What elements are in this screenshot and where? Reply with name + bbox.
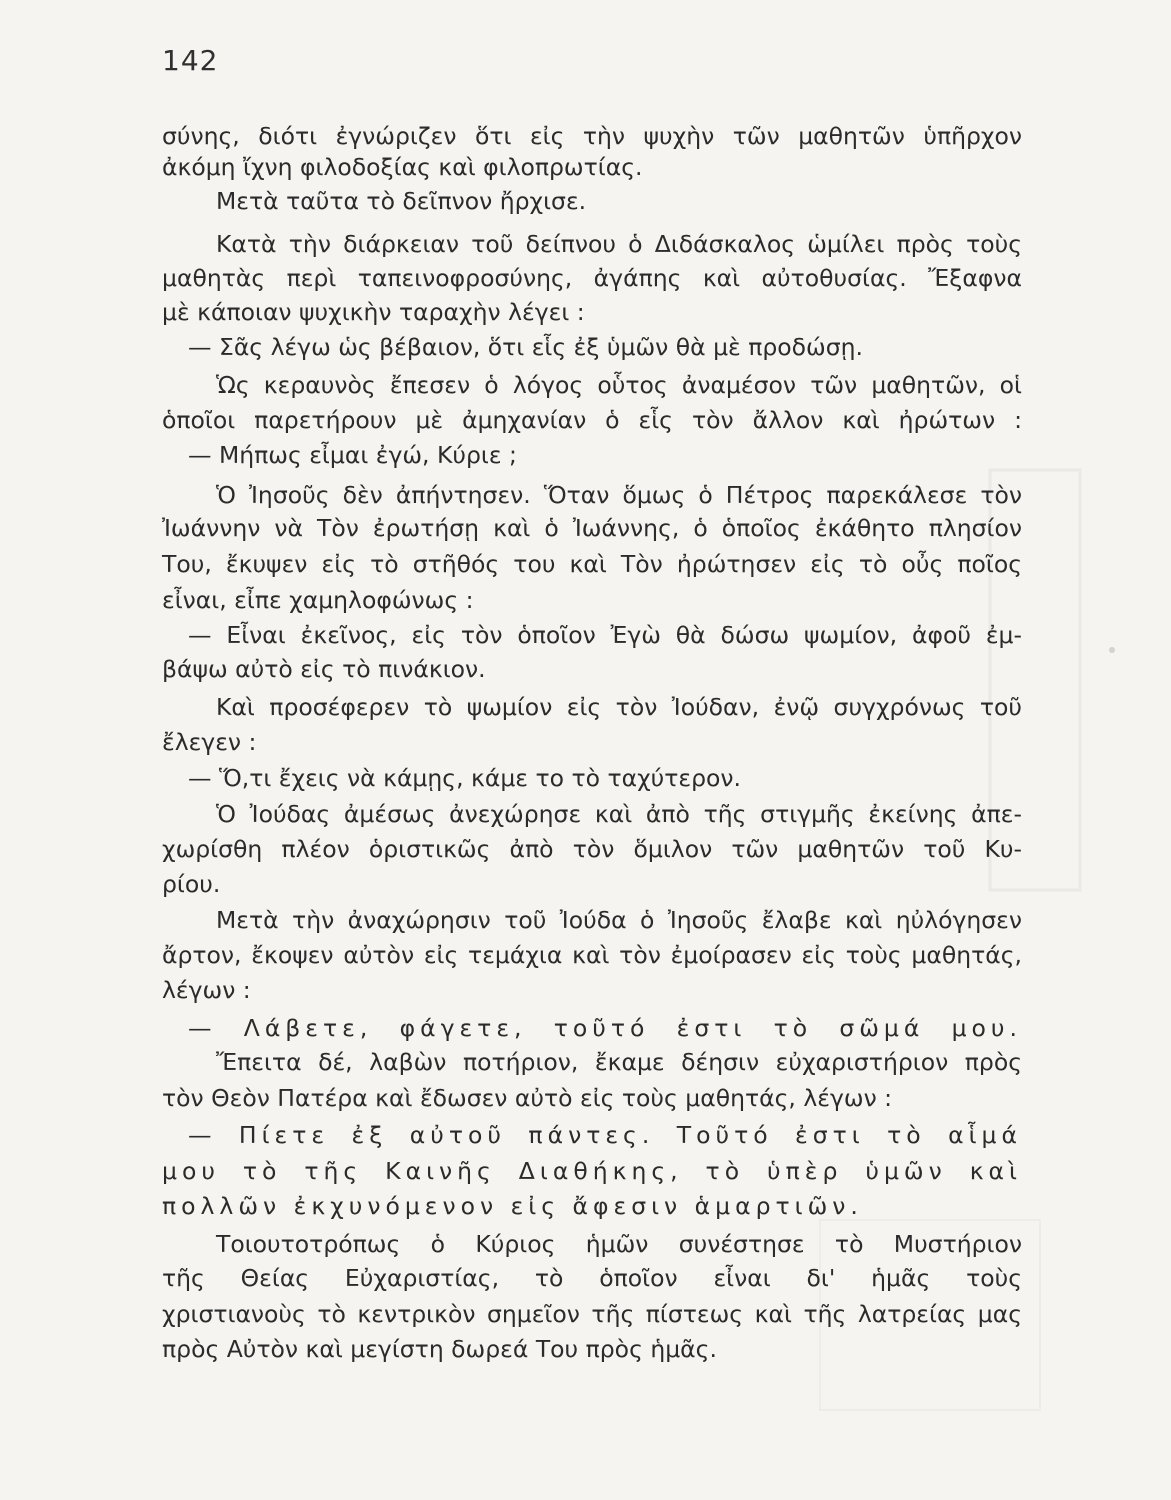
text-line: ἔλεγεν : (162, 728, 257, 756)
dialogue-line: — Ὅ,τι ἔχεις νὰ κάμῃς, κάμε το τὸ ταχύτερον. (188, 764, 742, 792)
text-line: μὲ κάποιαν ψυχικὴν ταραχὴν λέγει : (162, 298, 585, 326)
text-line: χριστιανοὺς τὸ κεντρικὸν σημεῖον τῆς πίστεως καὶ τῆς λατρείας μας (162, 1300, 1022, 1328)
text-line: ὁποῖοι παρετήρουν μὲ ἀμηχανίαν ὁ εἷς τὸν ἄλλον καὶ ἠρώτων : (162, 406, 1022, 434)
text-line: μου τὸ τῆς Καινῆς Διαθήκης, τὸ ὑπὲρ ὑμῶν καὶ (162, 1157, 1022, 1185)
text-line: ρίου. (162, 870, 221, 898)
dialogue-line: — Εἶναι ἐκεῖνος, εἰς τὸν ὁποῖον Ἐγὼ θὰ δώσω ψωμίον, ἀφοῦ ἐμ- (188, 621, 1022, 649)
text-line: εἶναι, εἶπε χαμηλοφώνως : (162, 586, 474, 614)
text-line: Κατὰ τὴν διάρκειαν τοῦ δείπνου ὁ Διδάσκαλος ὡμίλει πρὸς τοὺς (216, 230, 1022, 258)
dialogue-line: — Λάβετε, φάγετε, τοῦτό ἐστι τὸ σῶμά μου. (188, 1014, 1022, 1042)
dialogue-line: — Σᾶς λέγω ὡς βέβαιον, ὅτι εἷς ἐξ ὑμῶν θὰ μὲ προδώσῃ. (188, 333, 863, 361)
text-line: Καὶ προσέφερεν τὸ ψωμίον εἰς τὸν Ἰούδαν, ἐνῷ συγχρόνως τοῦ (216, 693, 1022, 721)
text-line: χωρίσθη πλέον ὁριστικῶς ἀπὸ τὸν ὅμιλον τῶν μαθητῶν τοῦ Κυ- (162, 835, 1022, 863)
text-line: τὸν Θεὸν Πατέρα καὶ ἔδωσεν αὐτὸ εἰς τοὺς μαθητάς, λέγων : (162, 1084, 893, 1112)
dialogue-line: — Πίετε ἐξ αὐτοῦ πάντες. Τοῦτό ἐστι τὸ αἷμά (188, 1121, 1022, 1149)
text-line: Τοιουτοτρόπως ὁ Κύριος ἡμῶν συνέστησε τὸ Μυστήριον (216, 1230, 1022, 1258)
text-line: Μετὰ ταῦτα τὸ δεῖπνον ἤρχισε. (216, 187, 587, 215)
text-line: τῆς Θείας Εὐχαριστίας, τὸ ὁποῖον εἶναι δι' ἡμᾶς τοὺς (162, 1264, 1022, 1292)
text-line: ἀκόμη ἴχνη φιλοδοξίας καὶ φιλοπρωτίας. (162, 153, 643, 181)
text-line: Ὁ Ἰησοῦς δὲν ἀπήντησεν. Ὅταν ὅμως ὁ Πέτρος παρεκάλεσε τὸν (216, 481, 1022, 509)
text-line: Ὁ Ἰούδας ἀμέσως ἀνεχώρησε καὶ ἀπὸ τῆς στιγμῆς ἐκείνης ἀπε- (216, 800, 1022, 828)
text-line: Ἰωάννην νὰ Τὸν ἐρωτήσῃ καὶ ὁ Ἰωάννης, ὁ ὁποῖος ἐκάθητο πλησίον (162, 514, 1022, 542)
page-number: 142 (162, 44, 219, 77)
text-line: μαθητὰς περὶ ταπεινοφροσύνης, ἀγάπης καὶ αὐτοθυσίας. Ἔξαφνα (162, 264, 1022, 292)
text-line: πρὸς Αὐτὸν καὶ μεγίστη δωρεά Του πρὸς ἡμᾶς. (162, 1335, 717, 1363)
text-line: λέγων : (162, 976, 251, 1004)
text-line: σύνης, διότι ἐγνώριζεν ὅτι εἰς τὴν ψυχὴν τῶν μαθητῶν ὑπῆρχον (162, 122, 1022, 150)
dialogue-line: — Μήπως εἶμαι ἐγώ, Κύριε ; (188, 441, 517, 469)
text-line: πολλῶν ἐκχυνόμενον εἰς ἄφεσιν ἁμαρτιῶν. (162, 1192, 863, 1220)
text-line: Ὡς κεραυνὸς ἔπεσεν ὁ λόγος οὗτος ἀναμέσον τῶν μαθητῶν, οἱ (216, 371, 1022, 399)
text-line: Του, ἔκυψεν εἰς τὸ στῆθός του καὶ Τὸν ἠρώτησεν εἰς τὸ οὖς ποῖος (162, 550, 1022, 578)
text-line: ἄρτον, ἔκοψεν αὐτὸν εἰς τεμάχια καὶ τὸν ἐμοίρασεν εἰς τοὺς μαθητάς, (162, 941, 1022, 969)
text-line: Μετὰ τὴν ἀναχώρησιν τοῦ Ἰούδα ὁ Ἰησοῦς ἔλαβε καὶ ηὐλόγησεν (216, 906, 1022, 934)
text-line: βάψω αὐτὸ εἰς τὸ πινάκιον. (162, 655, 486, 683)
text-line: Ἔπειτα δέ, λαβὼν ποτήριον, ἔκαμε δέησιν εὐχαριστήριον πρὸς (216, 1048, 1022, 1076)
